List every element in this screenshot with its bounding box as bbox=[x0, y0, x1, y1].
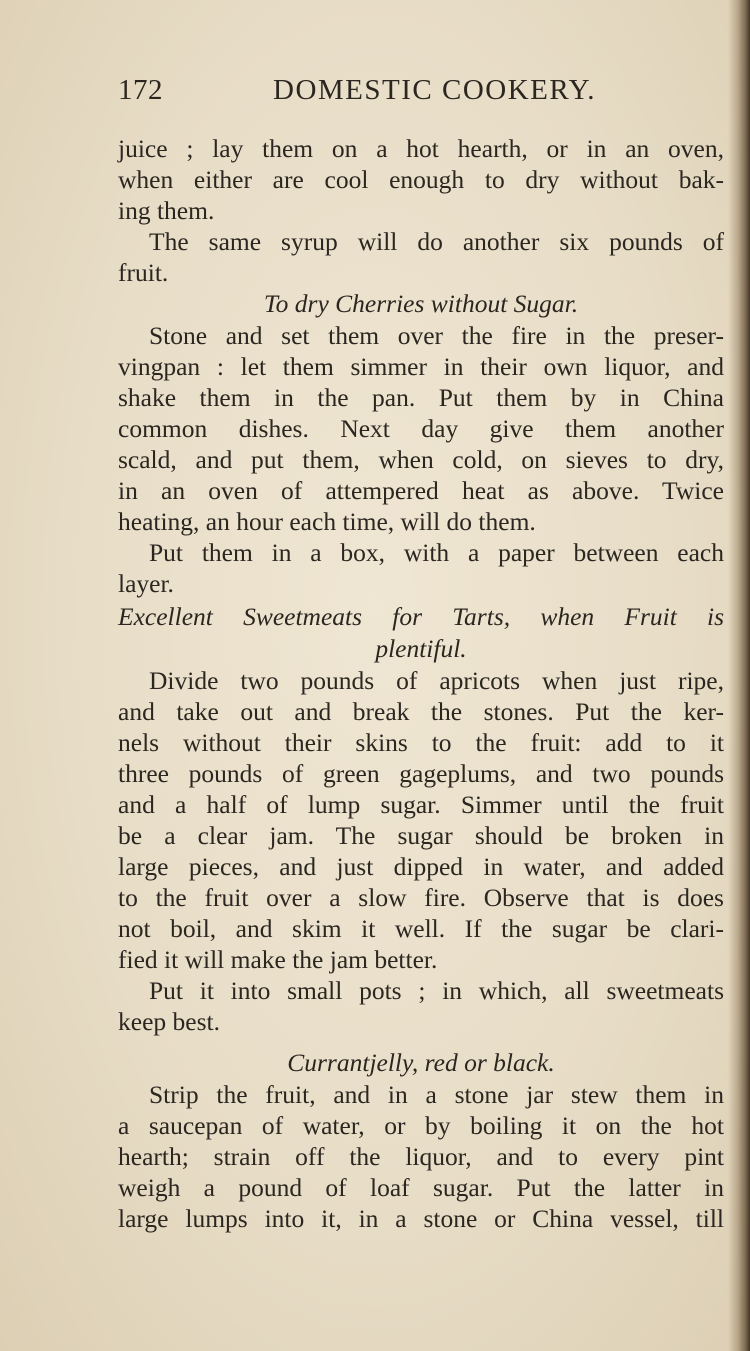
text-line: three pounds of green gageplums, and two pounds bbox=[118, 759, 724, 788]
text-line: juice ; lay them on a hot hearth, or in an oven, bbox=[118, 134, 724, 163]
spacer bbox=[118, 1037, 724, 1047]
recipe-heading-sweetmeats: Excellent Sweetmeats for Tarts, when Fruit is bbox=[118, 602, 724, 631]
text-line: Put it into small pots ; in which, all sweetmeats bbox=[149, 976, 724, 1005]
page-header bbox=[118, 74, 728, 114]
text-line: fruit. bbox=[118, 258, 169, 287]
text-line: and a half of lump sugar. Simmer until the fruit bbox=[118, 790, 724, 819]
recipe-heading-sweetmeats-continued: plentiful. bbox=[375, 634, 467, 663]
text-line: Stone and set them over the fire in the preser- bbox=[149, 321, 724, 350]
text-line: The same syrup will do another six pounds of bbox=[149, 227, 724, 256]
text-line: large lumps into it, in a stone or China vessel, till bbox=[118, 1204, 724, 1233]
text-line: a saucepan of water, or by boiling it on the hot bbox=[118, 1111, 724, 1140]
text-line: vingpan : let them simmer in their own liquor, and bbox=[118, 352, 724, 381]
text-line: large pieces, and just dipped in water, and added bbox=[118, 852, 724, 881]
page-number: 172 bbox=[118, 74, 163, 106]
recipe-heading-currant-jelly: Currantjelly, red or black. bbox=[287, 1048, 555, 1077]
text-line: ing them. bbox=[118, 196, 215, 225]
text-line: and take out and break the stones. Put the ker- bbox=[118, 697, 724, 726]
text-line: Put them in a box, with a paper between each bbox=[149, 538, 724, 567]
text-line: nels without their skins to the fruit: add to it bbox=[118, 728, 724, 757]
text-line: not boil, and skim it well. If the sugar be clari- bbox=[118, 914, 724, 943]
text-line: shake them in the pan. Put them by in China bbox=[118, 383, 724, 412]
text-line: Strip the fruit, and in a stone jar stew them in bbox=[149, 1080, 724, 1109]
text-line: layer. bbox=[118, 569, 174, 598]
running-head: DOMESTIC COOKERY. bbox=[273, 74, 597, 106]
page-spine-edge bbox=[728, 0, 750, 1351]
text-line: heating, an hour each time, will do them. bbox=[118, 507, 536, 536]
text-line: be a clear jam. The sugar should be broken in bbox=[118, 821, 724, 850]
page-body bbox=[118, 133, 724, 1234]
recipe-heading-dry-cherries: To dry Cherries without Sugar. bbox=[263, 289, 579, 318]
text-line: common dishes. Next day give them another bbox=[118, 414, 724, 443]
text-line: fied it will make the jam better. bbox=[118, 945, 438, 974]
text-line: weigh a pound of loaf sugar. Put the latter in bbox=[118, 1173, 724, 1202]
text-line: in an oven of attempered heat as above. Twice bbox=[118, 476, 724, 505]
text-line: Divide two pounds of apricots when just ripe, bbox=[149, 666, 724, 695]
text-line: scald, and put them, when cold, on sieves to dry, bbox=[118, 445, 724, 474]
text-line: to the fruit over a slow fire. Observe that is does bbox=[118, 883, 724, 912]
text-line: when either are cool enough to dry without bak- bbox=[118, 165, 724, 194]
text-line: hearth; strain off the liquor, and to every pint bbox=[118, 1142, 724, 1171]
text-line: keep best. bbox=[118, 1007, 220, 1036]
